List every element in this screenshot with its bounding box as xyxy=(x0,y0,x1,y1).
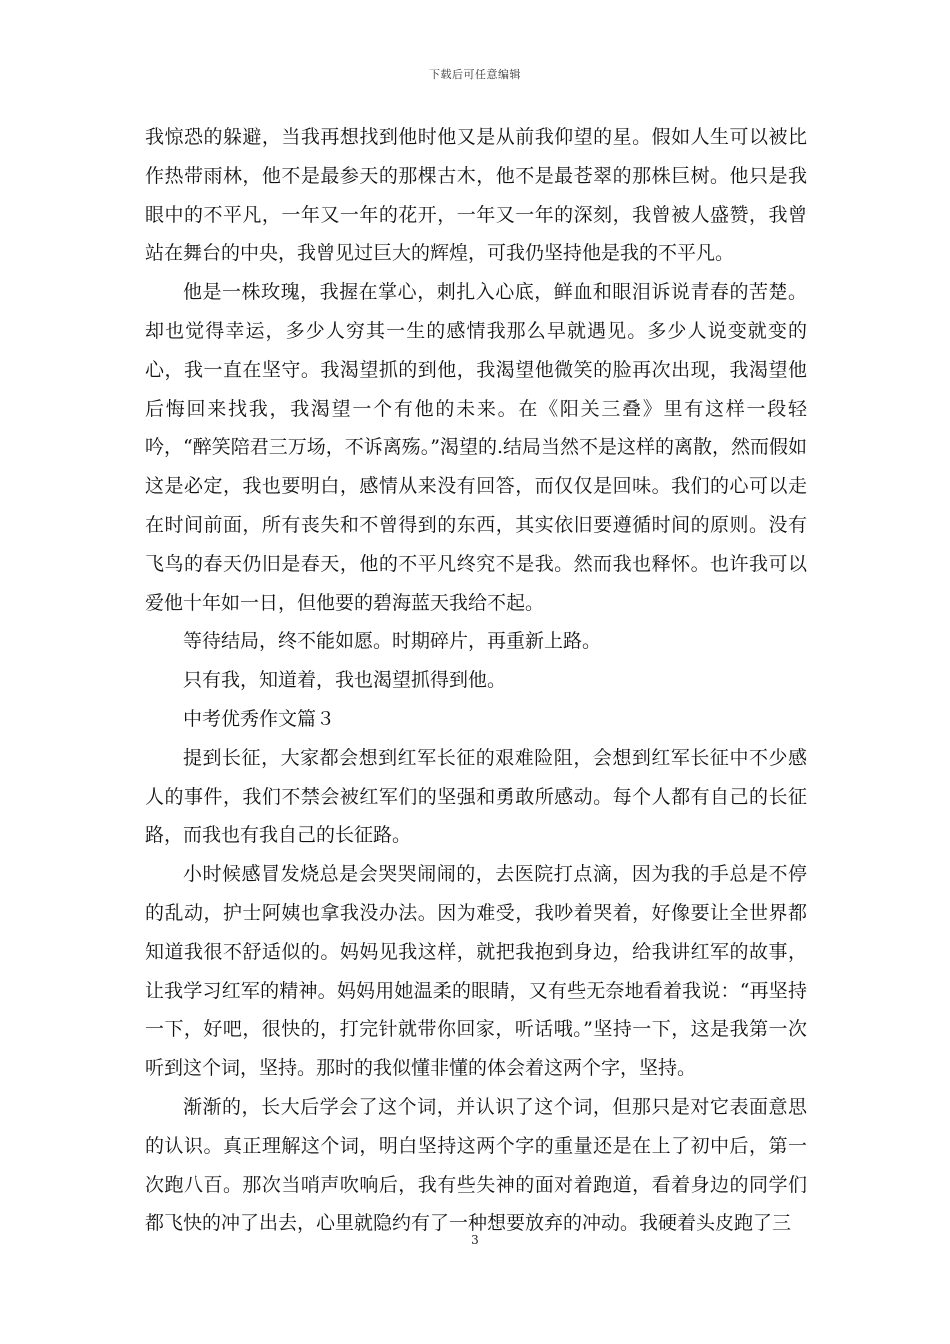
document-body xyxy=(145,118,807,1243)
paragraph-7: 渐渐的，长大后学会了这个词，并认识了这个词，但那只是对它表面意思的认识。真正理解这个词，明白坚持这两个字的重量还是在上了初中后，第一次跑八百。那次当哨声吹响后，我有些失神的面对着跑道，看着身边的同学们都飞快的冲了出去，心里就隐约有了一种想要放弃的冲动。我硬着头皮跑了三 xyxy=(145,1095,807,1235)
paragraph-6: 小时候感冒发烧总是会哭哭闹闹的，去医院打点滴，因为我的手总是不停的乱动，护士阿姨也拿我没办法。因为难受，我吵着哭着，好像要让全世界都知道我很不舒适似的。妈妈见我这样，就把我抱到身边，给我讲红军的故事，让我学习红军的精神。妈妈用她温柔的眼睛，又有些无奈地看着我说：“再坚持一下，好吧，很快的，打完针就带你回家，听话哦。”坚持一下，这是我第一次听到这个词，坚持。那时的我似懂非懂的体会着这两个字，坚持。 xyxy=(145,863,807,1080)
page-number: 3 xyxy=(471,1233,479,1247)
section-heading: 中考优秀作文篇３ xyxy=(183,707,336,730)
paragraph-1: 我惊恐的躲避，当我再想找到他时他又是从前我仰望的星。假如人生可以被比作热带雨林，他不是最参天的那棵古木，他不是最苍翠的那株巨树。他只是我眼中的不平凡，一年又一年的花开，一年又一年的深刻，我曾被人盛赞，我曾站在舞台的中央，我曾见过巨大的辉煌，可我仍坚持他是我的不平凡。 xyxy=(145,126,807,265)
paragraph-5: 提到长征，大家都会想到红军长征的艰难险阻，会想到红军长征中不少感人的事件，我们不禁会被红军们的坚强和勇敢所感动。每个人都有自己的长征路，而我也有我自己的长征路。 xyxy=(145,746,807,847)
page-header: 下载后可任意编辑 xyxy=(429,68,521,81)
paragraph-3: 等待结局，终不能如愿。时期碎片，再重新上路。 xyxy=(183,630,602,653)
paragraph-4: 只有我，知道着，我也渴望抓得到他。 xyxy=(183,669,507,692)
paragraph-2: 他是一株玫瑰，我握在掌心，刺扎入心底，鲜血和眼泪诉说青春的苦楚。却也觉得幸运，多少人穷其一生的感情我那么早就遇见。多少人说变就变的心，我一直在坚守。我渴望抓的到他，我渴望他微笑的脸再次出现，我渴望他后悔回来找我，我渴望一个有他的未来。在《阳关三叠》里有这样一段轻吟，“醉笑陪君三万场，不诉离殇。”渴望的.结局当然不是这样的离散，然而假如这是必定，我也要明白，感情从来没有回答，而仅仅是回味。我们的心可以走在时间前面，所有丧失和不曾得到的东西，其实依旧要遵循时间的原则。没有飞鸟的春天仍旧是春天，他的不平凡终究不是我。然而我也释怀。也许我可以爱他十年如一日，但他要的碧海蓝天我给不起。 xyxy=(145,281,807,614)
